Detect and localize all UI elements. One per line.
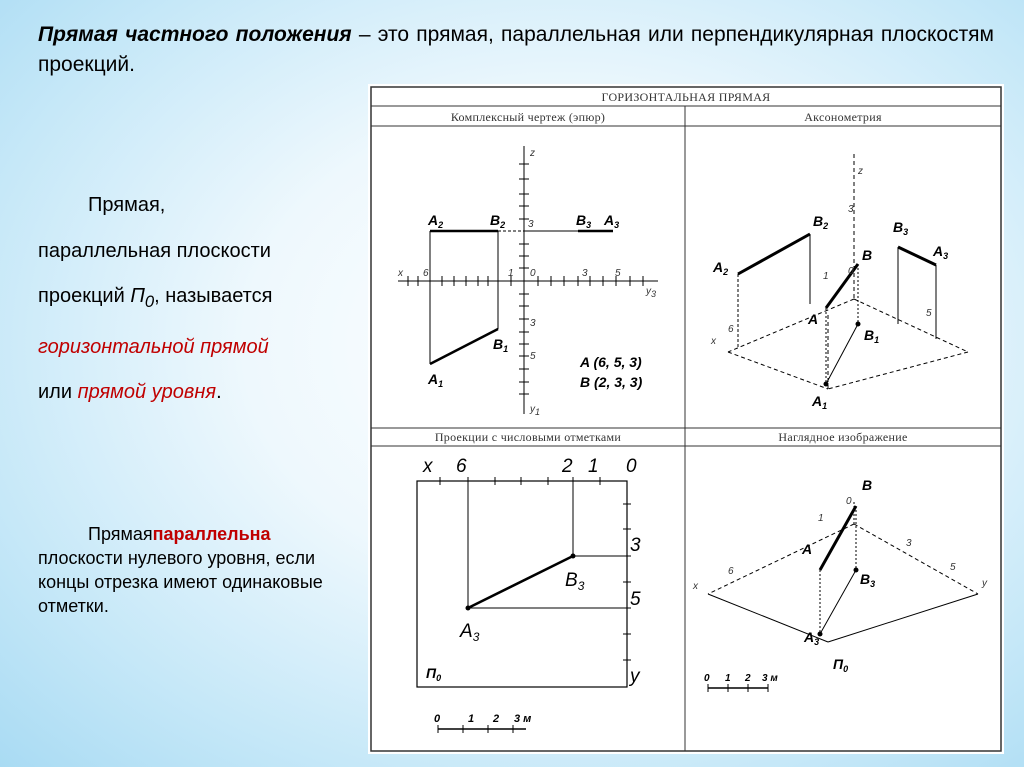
marks-tick-6: 6: [456, 456, 467, 477]
para1-text: параллельная плоскости проекций: [38, 239, 271, 307]
term-level-line: прямой уровня: [77, 381, 217, 403]
definition-horizontal-line: [38, 183, 338, 416]
header-marks: Проекции с числовыми отметками: [434, 430, 622, 444]
marks-label-B3: $B_3$: [565, 570, 585, 593]
marks-axis-y: y: [630, 666, 640, 687]
term-horizontal: горизонтальной прямой: [38, 335, 269, 358]
epure-tick-1: 1: [508, 268, 514, 279]
epure-tick-z3: 3: [528, 219, 534, 230]
visual-tick-6: 6: [728, 566, 734, 577]
table-frame: [371, 87, 1001, 751]
visual-axis-x: x: [693, 581, 698, 592]
horizontal-line-figure: [368, 84, 1004, 754]
marks-scale-1: 1: [468, 713, 475, 725]
axon-label-B1: $B_1$: [864, 327, 880, 345]
visual-scale-2: 2: [745, 673, 751, 684]
visual-tick-3: 3: [906, 538, 912, 549]
para1-text3: или: [38, 381, 78, 403]
marks-scale-2: 2: [493, 713, 500, 725]
axon-tick-0: 0: [848, 266, 854, 277]
visual-tick-0: 0: [846, 496, 852, 507]
para1-body: параллельная плоскости проекций $П_0$, называется горизонтальной прямой или прямой уровня.: [38, 239, 273, 403]
marks-tick-1: 1: [588, 456, 599, 477]
visual-scale-0: 0: [704, 673, 710, 684]
visual-label-B: B: [862, 477, 873, 493]
marks-tick-5: 5: [630, 589, 641, 610]
epure-tick-3: 3: [582, 268, 588, 279]
marks-point-B3: [571, 554, 576, 559]
axon-tick-6: 6: [728, 324, 734, 335]
para2-body: Прямаяпараллельна плоскости нулевого уровня, если концы отрезка имеют одинаковые отметки.: [38, 524, 323, 616]
axon-label-A2: $A_2$: [713, 259, 729, 277]
epure-tick-5: 5: [615, 268, 621, 279]
marks-label-pi: $П_0$: [426, 665, 442, 683]
epure-coord-A: A (6, 5, 3): [580, 354, 642, 370]
epure-tick-6: 6: [423, 268, 429, 279]
epure-label-A2: $A_2$: [428, 212, 444, 230]
axon-label-B: B: [862, 247, 873, 263]
marks-tick-2: 2: [562, 456, 573, 477]
visual-label-A: A: [802, 541, 813, 557]
marks-drawing: [417, 477, 631, 733]
marks-point-A3: [466, 606, 471, 611]
pi-symbol: $П_0$: [130, 285, 155, 311]
axon-label-A: A: [808, 311, 819, 327]
header-axon: Аксонометрия: [804, 110, 882, 124]
para1-text2: , называется: [154, 285, 273, 307]
epure-label-A1: $A_1$: [428, 371, 444, 389]
epure-label-B3: $B_3$: [576, 212, 592, 230]
axon-label-B3: $B_3$: [893, 219, 909, 237]
visual-tick-1: 1: [818, 513, 824, 524]
axon-axis-x: x: [711, 336, 716, 347]
heading-term: Прямая частного положения: [38, 23, 352, 46]
axon-point-B1: [856, 322, 861, 327]
marks-scale-3: 3 м: [514, 713, 532, 725]
epure-axis-y1: y1: [530, 404, 541, 417]
epure-tick-0: 0: [530, 268, 536, 279]
visual-scale-1: 1: [725, 673, 731, 684]
para1-line1: Прямая,: [88, 194, 166, 216]
marks-tick-0: 0: [626, 456, 637, 477]
axon-point-A1: [824, 382, 829, 387]
definition-parallel: [38, 522, 348, 618]
axon-label-B2: $B_2$: [813, 213, 829, 231]
epure-label-B1: $B_1$: [493, 336, 509, 354]
axon-axis-z: z: [858, 166, 863, 177]
axon-tick-3: 3: [848, 204, 854, 215]
axon-tick-5: 5: [926, 308, 932, 319]
visual-label-B3: $B_3$: [860, 571, 876, 589]
visual-point-A3: [818, 632, 823, 637]
epure-label-B2: $B_2$: [490, 212, 506, 230]
visual-axis-y: y: [982, 578, 987, 589]
visual-label-A3: $A_3$: [804, 629, 820, 647]
axon-label-A1: $A_1$: [812, 393, 828, 411]
term-parallel: параллельна: [152, 524, 271, 544]
epure-axis-z: z: [530, 148, 535, 159]
marks-axis-x: x: [423, 456, 433, 477]
header-epure: Комплексный чертеж (эпюр): [450, 110, 606, 124]
marks-label-A3: $A_3$: [460, 621, 480, 644]
epure-axis-y3: y3: [646, 286, 657, 299]
marks-scale-0: 0: [434, 713, 441, 725]
axon-tick-1: 1: [823, 271, 829, 282]
epure-label-A3: $A_3$: [604, 212, 620, 230]
visual-point-B3: [854, 568, 859, 573]
marks-tick-3: 3: [630, 535, 641, 556]
epure-axis-x: x: [398, 268, 403, 279]
epure-coord-B: B (2, 3, 3): [580, 374, 643, 390]
visual-scale-3: 3 м: [762, 673, 778, 684]
epure-tick-y5: 5: [530, 351, 536, 362]
header-visual: Наглядное изображение: [778, 430, 908, 444]
heading-rest: – это прямая, параллельная или перпендикулярная плоскостям проекций.: [38, 23, 994, 76]
figure-title: ГОРИЗОНТАЛЬНАЯ ПРЯМАЯ: [601, 90, 771, 104]
visual-tick-5: 5: [950, 562, 956, 573]
axon-label-A3: $A_3$: [933, 243, 949, 261]
visual-label-pi: $П_0$: [833, 656, 849, 674]
epure-tick-y3: 3: [530, 318, 536, 329]
